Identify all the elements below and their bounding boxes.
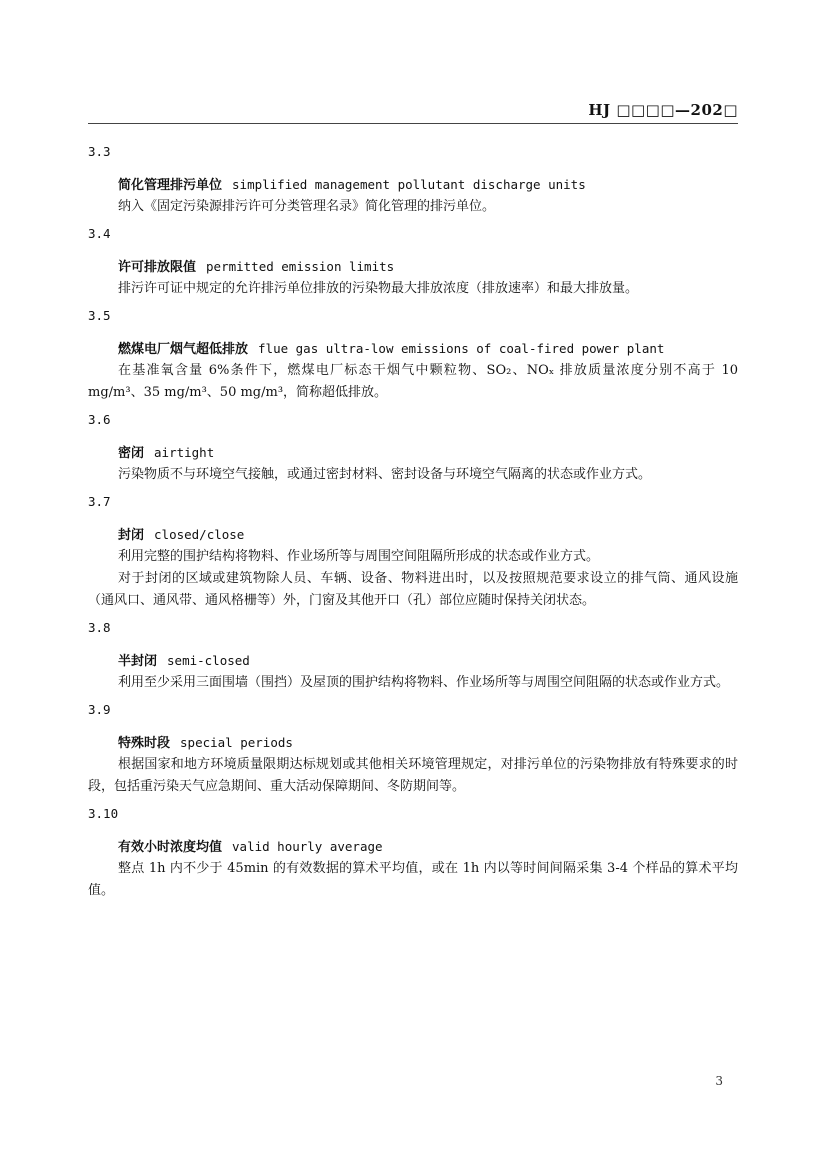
definition-entry bbox=[88, 490, 738, 612]
term-chinese: 燃煤电厂烟气超低排放 bbox=[118, 342, 249, 357]
clause-number: 3.7 bbox=[88, 494, 111, 509]
term-heading bbox=[88, 650, 738, 672]
term-heading bbox=[88, 442, 738, 464]
definition-entry bbox=[88, 222, 738, 300]
term-heading bbox=[88, 836, 738, 858]
term-english: airtight bbox=[154, 445, 215, 460]
term-english: valid hourly average bbox=[232, 839, 383, 854]
definition-text: 整点 1h 内不少于 45min 的有效数据的算术平均值，或在 1h 内以等时间间隔采集 3-4 个样品的算术平均值。 bbox=[88, 861, 738, 898]
definition-entry bbox=[88, 698, 738, 798]
definition-text: 根据国家和地方环境质量限期达标规划或其他相关环境管理规定，对排污单位的污染物排放有特殊要求的时段，包括重污染天气应急期间、重大活动保障期间、冬防期间等。 bbox=[88, 757, 738, 794]
clause-number: 3.3 bbox=[88, 144, 111, 159]
term-chinese: 密闭 bbox=[118, 446, 145, 461]
term-heading bbox=[88, 732, 738, 754]
definition-entry bbox=[88, 140, 738, 218]
definition-text: 利用至少采用三面围墙（围挡）及屋顶的围护结构将物料、作业场所等与周围空间阻隔的状态或作业方式。 bbox=[118, 675, 730, 690]
definition-text: 污染物质不与环境空气接触，或通过密封材料、密封设备与环境空气隔离的状态或作业方式。 bbox=[118, 467, 652, 482]
term-english: simplified management pollutant discharge units bbox=[232, 177, 586, 192]
definition-entry bbox=[88, 408, 738, 486]
page-number: 3 bbox=[715, 1074, 723, 1088]
term-chinese: 有效小时浓度均值 bbox=[118, 840, 223, 855]
definition-entry bbox=[88, 802, 738, 902]
term-heading bbox=[88, 256, 738, 278]
definition-text: 利用完整的围护结构将物料、作业场所等与周围空间阻隔所形成的状态或作业方式。 bbox=[118, 549, 600, 564]
term-english: closed/close bbox=[154, 527, 245, 542]
term-english: permitted emission limits bbox=[206, 259, 395, 274]
header-rule bbox=[88, 123, 738, 124]
clause-number: 3.9 bbox=[88, 702, 111, 717]
definition-text: 纳入《固定污染源排污许可分类管理名录》简化管理的排污单位。 bbox=[118, 199, 496, 214]
term-english: flue gas ultra-low emissions of coal-fired power plant bbox=[258, 341, 665, 356]
term-english: semi-closed bbox=[167, 653, 250, 668]
clause-number: 3.10 bbox=[88, 806, 119, 821]
term-chinese: 特殊时段 bbox=[118, 736, 171, 751]
term-heading bbox=[88, 338, 738, 360]
term-chinese: 简化管理排污单位 bbox=[118, 178, 223, 193]
definition-text: 对于封闭的区域或建筑物除人员、车辆、设备、物料进出时，以及按照规范要求设立的排气筒、通风设施（通风口、通风带、通风格栅等）外，门窗及其他开口（孔）部位应随时保持关闭状态。 bbox=[88, 571, 738, 608]
term-chinese: 封闭 bbox=[118, 528, 145, 543]
definition-entry bbox=[88, 616, 738, 694]
clause-number: 3.8 bbox=[88, 620, 111, 635]
standard-code-header: HJ □□□□—202□ bbox=[588, 101, 738, 119]
clause-number: 3.5 bbox=[88, 308, 111, 323]
clause-number: 3.6 bbox=[88, 412, 111, 427]
term-heading bbox=[88, 174, 738, 196]
definition-text: 在基准氧含量 6%条件下，燃煤电厂标态干烟气中颗粒物、SO₂、NOₓ 排放质量浓度分别不高于 10 mg/m³、35 mg/m³、50 mg/m³，简称超低排放。 bbox=[88, 363, 738, 400]
definitions-list bbox=[88, 136, 738, 902]
term-english: special periods bbox=[180, 735, 293, 750]
term-chinese: 许可排放限值 bbox=[118, 260, 197, 275]
clause-number: 3.4 bbox=[88, 226, 111, 241]
term-chinese: 半封闭 bbox=[118, 654, 158, 669]
term-heading bbox=[88, 524, 738, 546]
definition-text: 排污许可证中规定的允许排污单位排放的污染物最大排放浓度（排放速率）和最大排放量。 bbox=[118, 281, 639, 296]
definition-entry bbox=[88, 304, 738, 404]
